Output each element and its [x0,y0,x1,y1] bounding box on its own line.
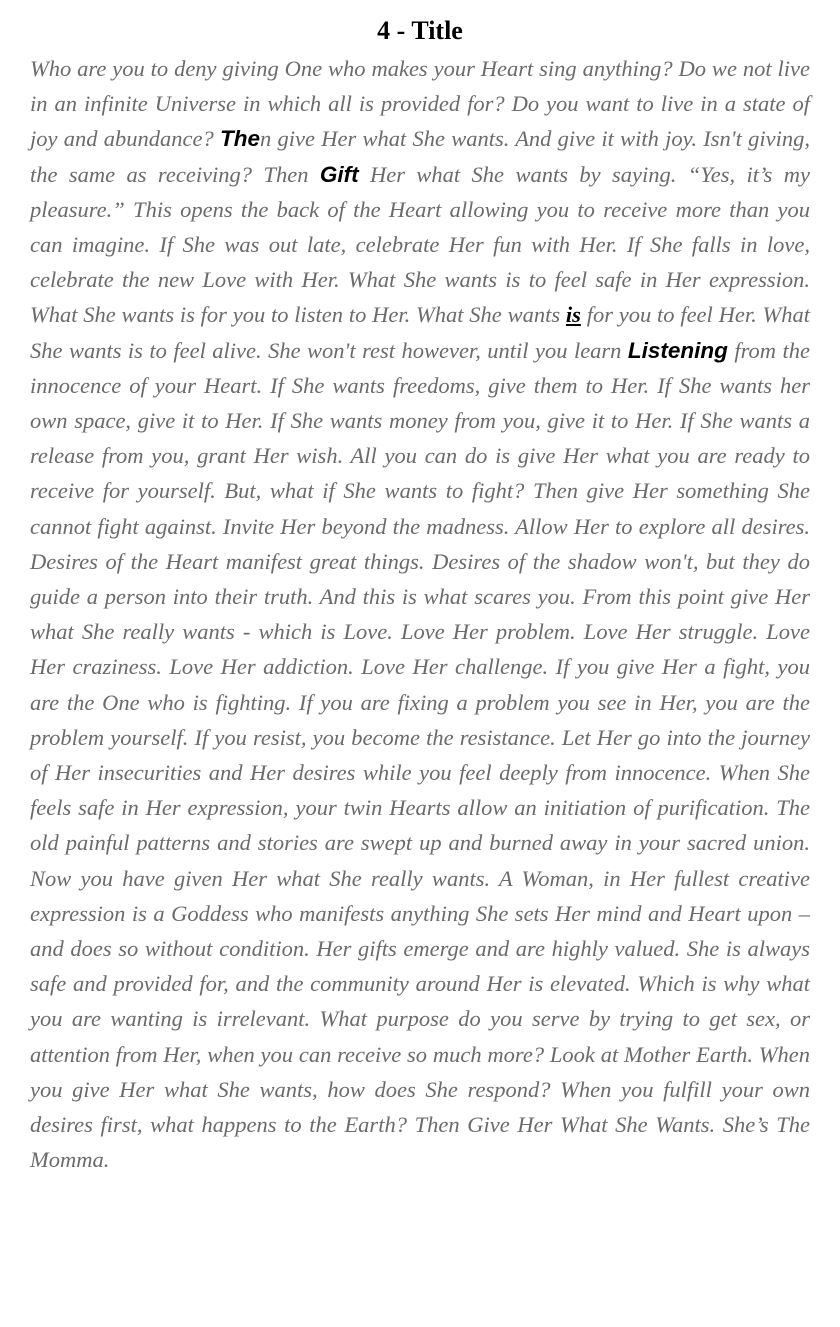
text-run: n give Her what She wants. And give it with joy. Isn't giving, the same as receiving? Then [30,126,810,187]
text-run: from the innocence of your Heart. If She wants freedoms, give them to Her. If She wants her own space, give it to Her. If She wants money from you, give it to Her. If She wants a release from you, grant Her wish. All you can do is give Her what you are ready to receive for yourself. But, what if She wants to fight? Then give Her something She cannot fight against. Invite Her beyond the madness. Allow Her to explore all desires. Desires of the Heart manifest great things. Desires of the shadow won't, but they do guide a person into their truth. And this is what scares you. From this point give Her what She really wants - which is Love. Love Her problem. Love Her struggle. Love Her craziness. Love Her addiction. Love Her challenge. If you give Her a fight, you are the One who is fighting. If you are fixing a problem you see in Her, you are the problem yourself. If you resist, you become the resistance. Let Her go into the journey of Her insecurities and Her desires while you feel deeply from innocence. When She feels safe in Her expression, your twin Hearts allow an initiation of purification. The old painful patterns and stories are swept up and burned away in your sacred union. Now you have given Her what She really wants. A Woman, in Her fullest creative expression is a Goddess who manifests anything She sets Her mind and Heart upon – and does so without condition. Her gifts emerge and are highly valued. She is always safe and provided for, and the community around Her is elevated. Which is why what you are wanting is irrelevant. What purpose do you serve by trying to get sex, or attention from Her, when you can receive so much more? Look at Mother Earth. When you give Her what She wants, how does She respond? When you fulfill your own desires first, what happens to the Earth? Then Give Her What She Wants. She’s The Momma. [30,337,810,1173]
emphasis-gift: Gift [319,161,359,187]
body-paragraph [30,51,810,1178]
emphasis-the: The [219,126,260,152]
text-run: Her what She wants by saying. “Yes, it’s my pleasure.” This opens the back of the Heart allowing you to receive more than you can imagine. If She was out late, celebrate Her fun with Her. If She falls in love, celebrate the new Love with Her. What She wants is to feel safe in Her expression. What She wants is for you to listen to Her. What She wants [30,161,810,328]
emphasis-listening: Listening [627,337,728,363]
text-run: Who are you to deny giving One who makes your Heart sing anything? Do we not live in an infinite Universe in which all is provided for? Do you want to live in a state of joy and abundance? [30,56,810,152]
emphasis-is: is [565,302,581,328]
page-title: 4 - Title [377,16,463,45]
text-run: for you to feel Her. What She wants is to feel alive. She won't rest however, until you learn [30,302,810,363]
